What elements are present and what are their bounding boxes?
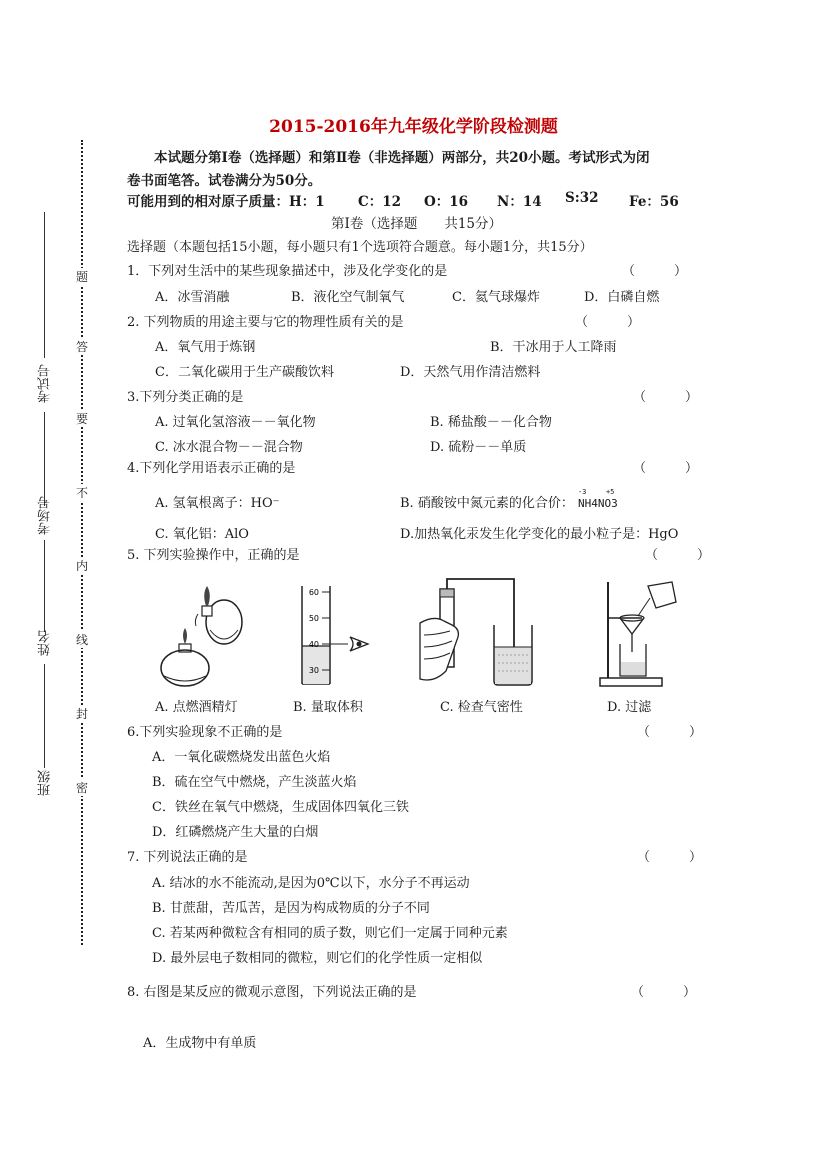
seal-char-da: 答 <box>76 340 89 354</box>
q2-stem: 2. 下列物质的用途主要与它的物理性质有关的是 <box>127 315 404 330</box>
airtightness-check-figure <box>410 575 535 693</box>
q8-stem: 8. 右图是某反应的微观示意图，下列说法正确的是 <box>127 985 417 1000</box>
q4-option-a[interactable]: A. 氢氧根离子：HO⁻ <box>155 496 280 511</box>
q3-answer-bracket[interactable]: （ ） <box>633 390 699 405</box>
q1-option-d[interactable]: D．白磷自燃 <box>584 290 660 305</box>
intro-line-2: 卷书面笔答。试卷满分为50分。 <box>127 173 322 189</box>
q5-option-b[interactable]: B. 量取体积 <box>293 700 363 715</box>
atomic-mass-s: S:32 <box>565 190 599 206</box>
q1-option-c[interactable]: C．氦气球爆炸 <box>452 290 540 305</box>
q1-answer-bracket[interactable]: （ ） <box>622 264 688 279</box>
seal-char-yao: 要 <box>76 412 89 426</box>
ammonium-nitrate-formula <box>577 488 618 510</box>
tick-50: 50 <box>308 614 319 623</box>
q7-option-a[interactable]: A. 结冰的水不能流动,是因为0℃以下，水分子不再运动 <box>152 876 470 891</box>
q6-answer-bracket[interactable]: （ ） <box>637 725 703 740</box>
atomic-mass-c: C：12 <box>358 194 402 210</box>
q1-option-b[interactable]: B．液化空气制氧气 <box>291 290 405 305</box>
formula-text: NH4NO3 <box>577 497 618 510</box>
q1-stem: 1．下列对生活中的某些现象描述中，涉及化学变化的是 <box>127 264 448 279</box>
q3-stem: 3.下列分类正确的是 <box>127 390 244 405</box>
q2-answer-bracket[interactable]: （ ） <box>575 315 641 330</box>
q3-option-a[interactable]: A. 过氧化氢溶液－－氧化物 <box>155 415 316 430</box>
q6-option-d[interactable]: D．红磷燃烧产生大量的白烟 <box>152 825 319 840</box>
q5-option-d[interactable]: D. 过滤 <box>607 700 652 715</box>
seal-dotted-line <box>81 140 83 945</box>
atomic-mass-o: O：16 <box>424 194 469 210</box>
q2-option-b[interactable]: B．干冰用于人工降雨 <box>490 340 617 355</box>
q6-stem: 6.下列实验现象不正确的是 <box>127 725 283 740</box>
tick-60: 60 <box>308 588 319 597</box>
seal-char-bu: 不 <box>76 486 89 500</box>
exam-number-fill-line <box>44 212 45 358</box>
measuring-cylinder-figure <box>290 580 380 692</box>
atomic-mass-n: N：14 <box>497 194 542 210</box>
q5-stem: 5. 下列实验操作中，正确的是 <box>127 548 300 563</box>
exam-room-fill-line <box>44 412 45 506</box>
q4-stem: 4.下列化学用语表示正确的是 <box>127 461 296 476</box>
filtration-figure <box>596 578 686 690</box>
q7-option-b[interactable]: B. 甘蔗甜，苦瓜苦，是因为构成物质的分子不同 <box>152 901 430 916</box>
q2-option-d[interactable]: D．天然气用作清洁燃料 <box>400 365 541 380</box>
tick-30: 30 <box>308 666 319 675</box>
q4-option-b-text: B. 硝酸铵中氮元素的化合价： <box>400 496 574 511</box>
q4-answer-bracket[interactable]: （ ） <box>633 461 699 476</box>
valence-mark-n2: +5 <box>605 488 615 496</box>
name-label: 姓名 <box>38 630 53 656</box>
section-header: 第Ⅰ卷（选择题 共15分） <box>331 216 503 232</box>
section-instructions: 选择题（本题包括15小题，每小题只有1个选项符合题意。每小题1分，共15分） <box>127 240 593 255</box>
q4-option-c[interactable]: C. 氧化铝：AlO <box>155 527 249 542</box>
atomic-mass-fe: Fe：56 <box>629 194 679 210</box>
valence-mark-n1: -3 <box>577 488 587 496</box>
seal-char-nei: 内 <box>76 559 89 573</box>
q7-option-c[interactable]: C. 若某两种微粒含有相同的质子数，则它们一定属于同种元素 <box>152 926 508 941</box>
q4-option-b[interactable] <box>400 488 618 511</box>
tick-40: 40 <box>308 640 319 649</box>
exam-room-label: 考场号 <box>38 496 53 535</box>
atomic-mass-h: 可能用到的相对原子质量：H：1 <box>127 194 325 210</box>
class-fill-line <box>44 664 45 768</box>
q2-option-c[interactable]: C．二氧化碳用于生产碳酸饮料 <box>155 365 334 380</box>
q7-stem: 7. 下列说法正确的是 <box>127 850 248 865</box>
q5-answer-bracket[interactable]: （ ） <box>645 548 711 563</box>
q7-answer-bracket[interactable]: （ ） <box>637 850 703 865</box>
seal-char-mi: 密 <box>76 781 89 795</box>
q2-option-a[interactable]: A．氧气用于炼钢 <box>155 340 256 355</box>
q7-option-d[interactable]: D. 最外层电子数相同的微粒，则它们的化学性质一定相似 <box>152 951 483 966</box>
intro-line-1: 本试题分第Ⅰ卷（选择题）和第Ⅱ卷（非选择题）两部分，共20小题。考试形式为闭 <box>154 150 650 166</box>
q8-option-a[interactable]: A．生成物中有单质 <box>143 1036 257 1051</box>
q3-option-c[interactable]: C. 冰水混合物－－混合物 <box>155 440 303 455</box>
seal-char-feng: 封 <box>76 707 89 721</box>
seal-char-xian: 线 <box>76 633 89 647</box>
name-fill-line <box>44 540 45 632</box>
q6-option-a[interactable]: A．一氧化碳燃烧发出蓝色火焰 <box>152 750 331 765</box>
lighting-alcohol-lamp-figure <box>150 580 250 692</box>
q1-option-a[interactable]: A．冰雪消融 <box>155 290 230 305</box>
q8-answer-bracket[interactable]: （ ） <box>631 985 697 1000</box>
class-label: 班级 <box>38 770 53 796</box>
q6-option-b[interactable]: B．硫在空气中燃烧，产生淡蓝火焰 <box>152 775 357 790</box>
q5-option-c[interactable]: C. 检查气密性 <box>440 700 523 715</box>
seal-char-ti: 题 <box>76 270 89 284</box>
q6-option-c[interactable]: C．铁丝在氧气中燃烧，生成固体四氧化三铁 <box>152 800 409 815</box>
q5-option-a[interactable]: A. 点燃酒精灯 <box>155 700 238 715</box>
q4-option-d[interactable]: D.加热氧化汞发生化学变化的最小粒子是：HgO <box>400 527 679 542</box>
q3-option-b[interactable]: B. 稀盐酸－－化合物 <box>430 415 552 430</box>
page-title: 2015-2016年九年级化学阶段检测题 <box>269 117 558 137</box>
q3-option-d[interactable]: D. 硫粉－－单质 <box>430 440 527 455</box>
exam-number-label: 考试号 <box>38 364 53 403</box>
